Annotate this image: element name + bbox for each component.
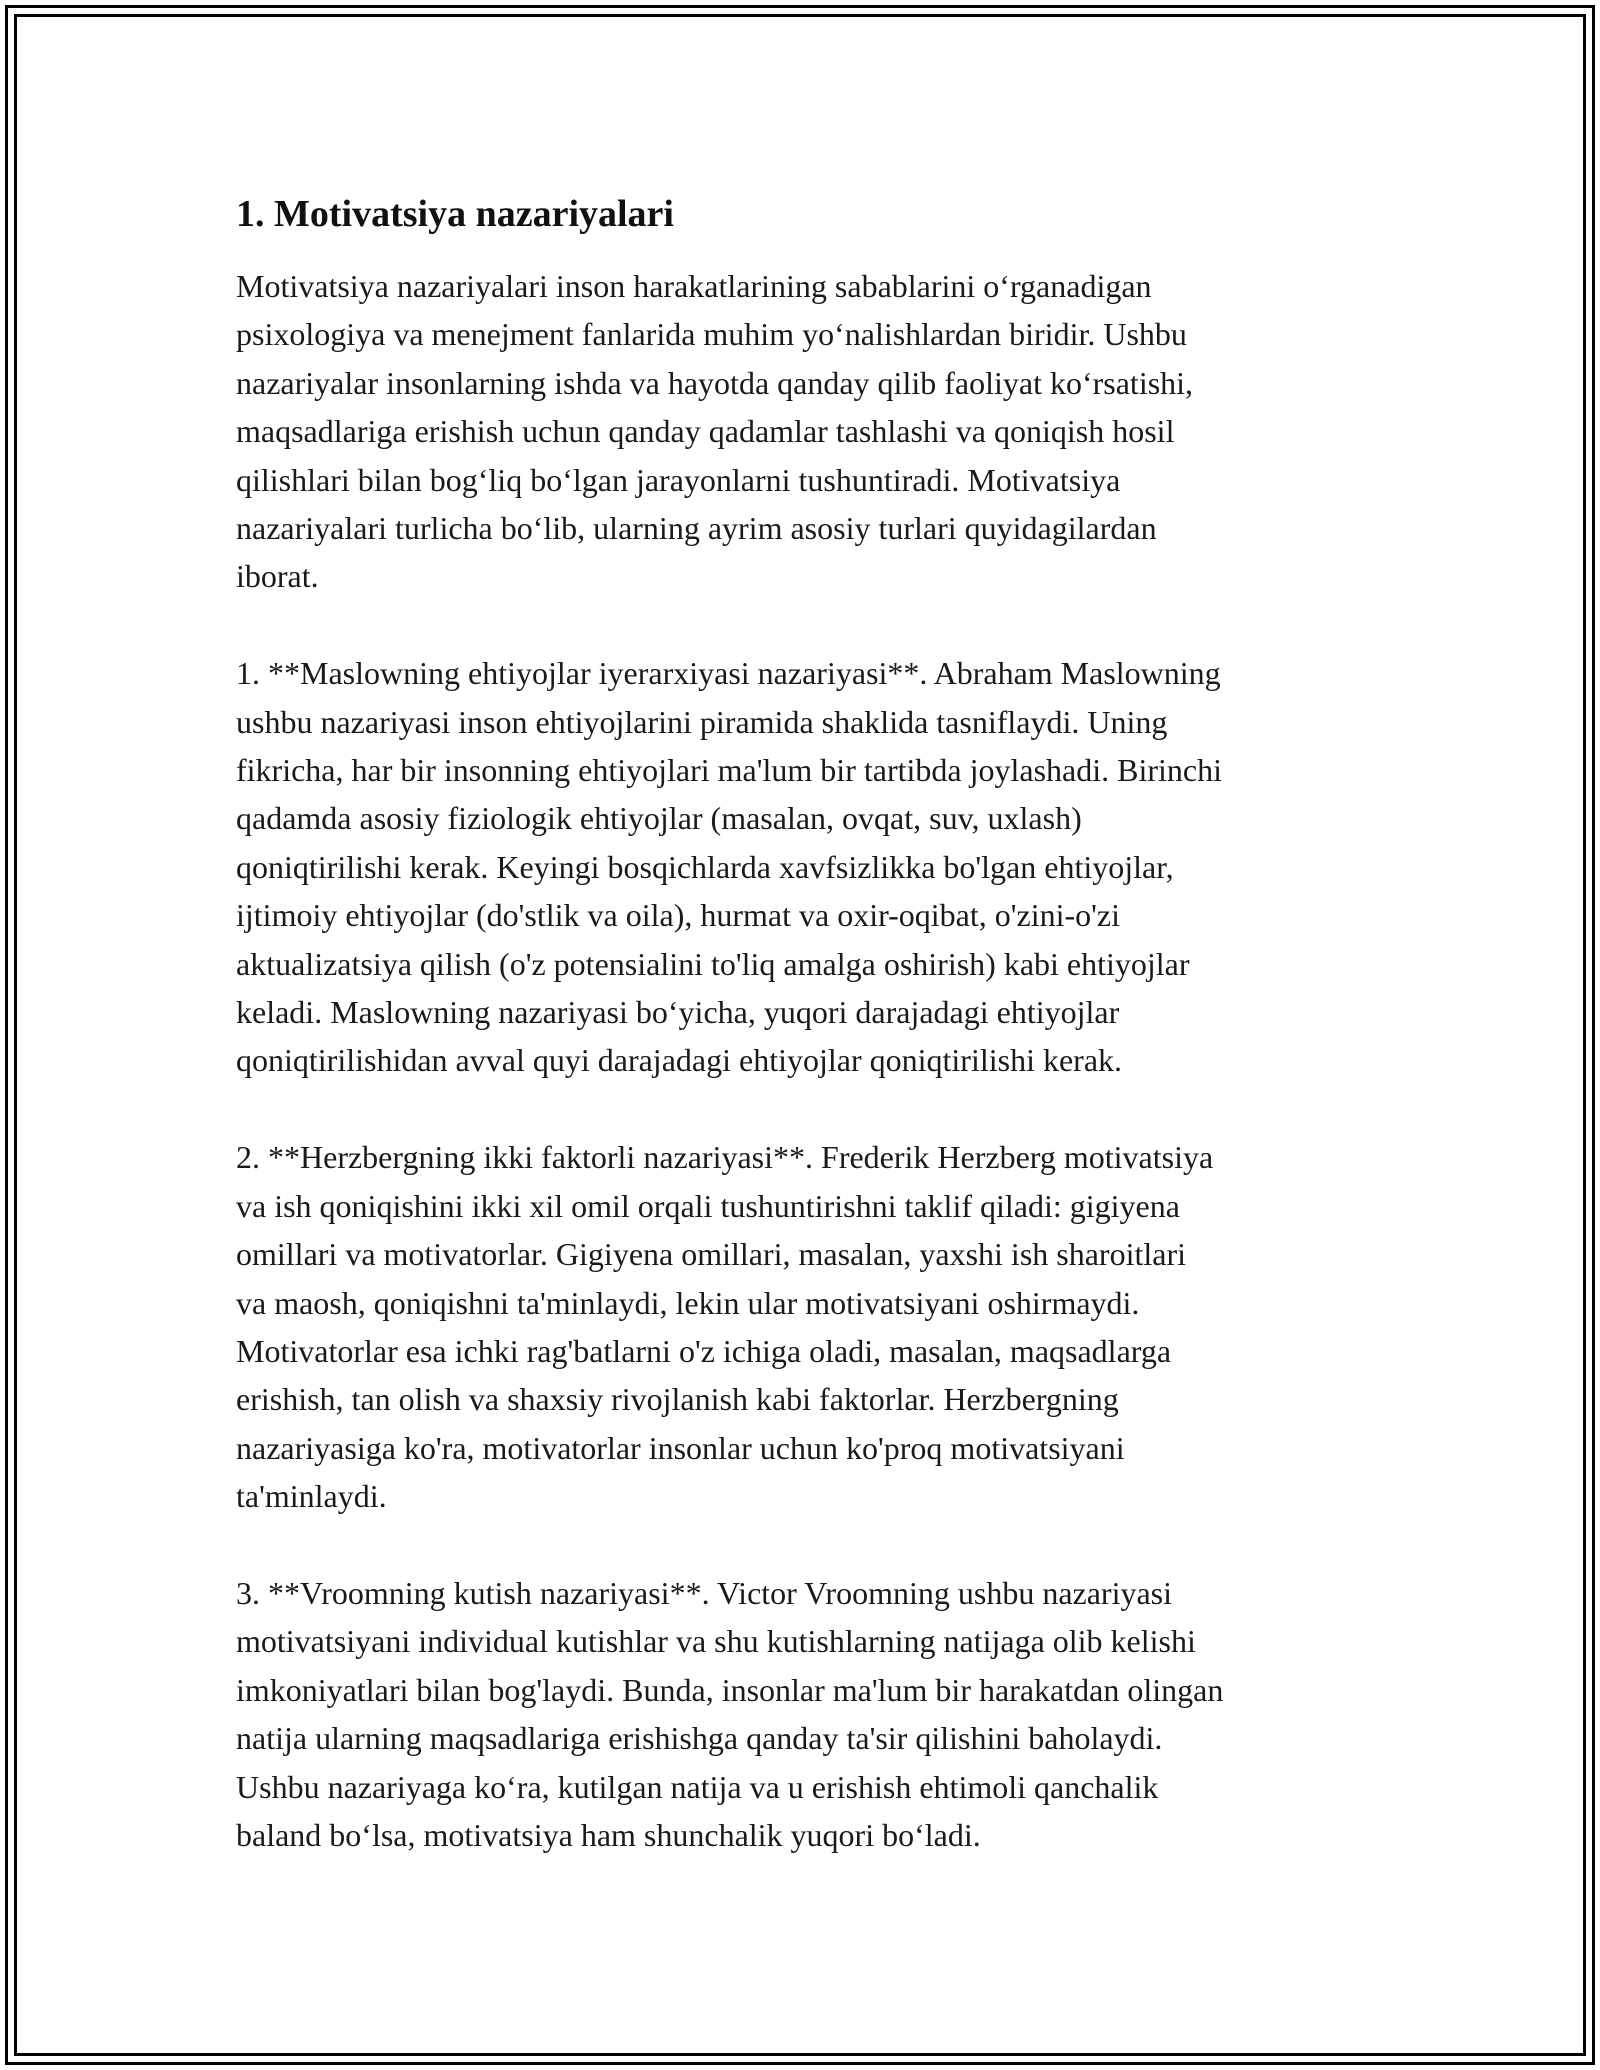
paragraph-line: qadamda asosiy fiziologik ehtiyojlar (masalan, ovqat, suv, uxlash): [236, 800, 1082, 837]
paragraph-line: natija ularning maqsadlariga erishishga qanday ta'sir qilishini baholaydi.: [236, 1720, 1163, 1757]
paragraph-line: keladi. Maslowning nazariyasi bo‘yicha, yuqori darajadagi ehtiyojlar: [236, 994, 1120, 1031]
paragraph-line: 2. **Herzbergning ikki faktorli nazariyasi**. Frederik Herzberg motivatsiya: [236, 1139, 1214, 1176]
paragraph-line: motivatsiyani individual kutishlar va shu kutishlarning natijaga olib kelishi: [236, 1623, 1196, 1660]
paragraph-line: iborat.: [236, 558, 319, 595]
paragraph-line: Motivatorlar esa ichki rag'batlarni o'z ichiga oladi, masalan, maqsadlarga: [236, 1332, 1172, 1369]
vroom-paragraph: [236, 1569, 1376, 1859]
paragraph-line: omillari va motivatorlar. Gigiyena omillari, masalan, yaxshi ish sharoitlari: [236, 1236, 1186, 1273]
paragraph-line: qoniqtirilishidan avval quyi darajadagi ehtiyojlar qoniqtirilishi kerak.: [236, 1042, 1123, 1079]
paragraph-line: nazariyasiga ko'ra, motivatorlar insonlar uchun ko'proq motivatsiyani: [236, 1429, 1125, 1466]
paragraph-line: ta'minlaydi.: [236, 1478, 387, 1515]
intro-paragraph: [236, 262, 1376, 601]
paragraph-line: qilishlari bilan bog‘liq bo‘lgan jarayonlarni tushuntiradi. Motivatsiya: [236, 461, 1121, 498]
paragraph-line: Motivatsiya nazariyalari inson harakatlarining sabablarini o‘rganadigan: [236, 268, 1152, 304]
paragraph-line: nazariyalar insonlarning ishda va hayotda qanday qilib faoliyat ko‘rsatishi,: [236, 364, 1194, 401]
paragraph-line: Ushbu nazariyaga ko‘ra, kutilgan natija va u erishish ehtimoli qanchalik: [236, 1768, 1159, 1805]
paragraph-line: erishish, tan olish va shaxsiy rivojlanish kabi faktorlar. Herzbergning: [236, 1381, 1119, 1418]
maslow-paragraph: [236, 649, 1376, 1085]
paragraph-line: aktualizatsiya qilish (o'z potensialini to'liq amalga oshirish) kabi ehtiyojlar: [236, 945, 1190, 982]
paragraph-line: imkoniyatlari bilan bog'laydi. Bunda, insonlar ma'lum bir harakatdan olingan: [236, 1671, 1224, 1708]
herzberg-paragraph: [236, 1133, 1376, 1520]
paragraph-line: 1. **Maslowning ehtiyojlar iyerarxiyasi nazariyasi**. Abraham Maslowning: [236, 655, 1221, 692]
paragraph-line: 3. **Vroomning kutish nazariyasi**. Victor Vroomning ushbu nazariyasi: [236, 1574, 1173, 1611]
paragraph-line: va maosh, qoniqishni ta'minlaydi, lekin ular motivatsiyani oshirmaydi.: [236, 1284, 1140, 1321]
paragraph-line: ijtimoiy ehtiyojlar (do'stlik va oila), hurmat va oxir-oqibat, o'zini-o'zi: [236, 897, 1121, 934]
document-body: [236, 186, 1376, 1908]
paragraph-line: qoniqtirilishi kerak. Keyingi bosqichlarda xavfsizlikka bo'lgan ehtiyojlar,: [236, 848, 1174, 885]
paragraph-line: fikricha, har bir insonning ehtiyojlari ma'lum bir tartibda joylashadi. Birinchi: [236, 752, 1222, 789]
paragraph-line: nazariyalari turlicha bo‘lib, ularning ayrim asosiy turlari quyidagilardan: [236, 510, 1157, 547]
paragraph-line: baland bo‘lsa, motivatsiya ham shunchalik yuqori bo‘ladi.: [236, 1816, 981, 1853]
paragraph-line: psixologiya va menejment fanlarida muhim yo‘nalishlardan biridir. Ushbu: [236, 316, 1187, 353]
paragraph-line: maqsadlariga erishish uchun qanday qadamlar tashlashi va qoniqish hosil: [236, 413, 1175, 450]
section-heading: 1. Motivatsiya nazariyalari: [236, 193, 674, 235]
paragraph-line: ushbu nazariyasi inson ehtiyojlarini piramida shaklida tasniflaydi. Uning: [236, 703, 1168, 740]
paragraph-line: va ish qoniqishini ikki xil omil orqali tushuntirishni taklif qiladi: gigiyena: [236, 1187, 1180, 1224]
